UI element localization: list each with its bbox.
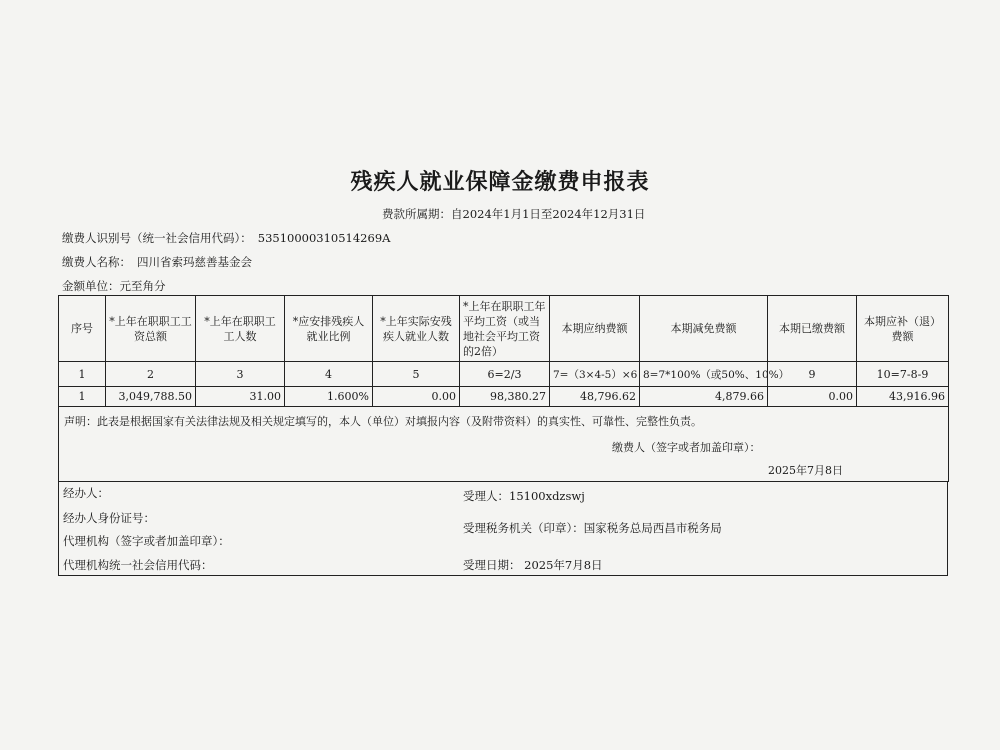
formula-cell: 5 [373, 362, 460, 387]
amount-unit: 金额单位：元至角分 [62, 279, 166, 293]
taxpayer-name-label: 缴费人名称： [62, 255, 131, 269]
header-cell: *上年在职职工工资总额 [106, 296, 196, 362]
declaration-table [58, 295, 949, 482]
fee-period: 费款所属期：自2024年1月1日至2024年12月31日 [382, 207, 646, 221]
formula-cell: 7=（3×4-5）×6 [550, 362, 640, 387]
tax-office-label: 受理税务机关（印章）：国家税务总局西昌市税务局 [463, 521, 722, 535]
formula-cell: 2 [106, 362, 196, 387]
form-title: 残疾人就业保障金缴费申报表 [350, 169, 650, 195]
formula-cell: 4 [285, 362, 373, 387]
formula-cell: 9 [768, 362, 857, 387]
data-cell: 4,879.66 [640, 387, 768, 407]
header-cell: 序号 [59, 296, 106, 362]
table-row [59, 387, 949, 407]
data-cell: 98,380.27 [460, 387, 550, 407]
data-cell: 43,916.96 [857, 387, 949, 407]
header-cell: *上年在职职工年平均工资（或当地社会平均工资的2倍） [460, 296, 550, 362]
taxpayer-id-line [62, 230, 390, 246]
header-cell: *上年在职职工工人数 [196, 296, 285, 362]
agency-code-label: 代理机构统一社会信用代码： [63, 558, 213, 572]
header-cell: *上年实际安残疾人就业人数 [373, 296, 460, 362]
header-cell: *应安排残疾人就业比例 [285, 296, 373, 362]
agency-label: 代理机构（签字或者加盖印章）： [63, 534, 230, 548]
handler-id-label: 经办人身份证号： [63, 511, 155, 525]
data-cell: 3,049,788.50 [106, 387, 196, 407]
formula-row [59, 362, 949, 387]
handler-label: 经办人： [63, 486, 109, 500]
data-cell: 0.00 [768, 387, 857, 407]
declaration-text: 声明：此表是根据国家有关法律法规及相关规定填写的，本人（单位）对填报内容（及附带资料）的真实性、可靠性、完整性负责。 [64, 415, 702, 428]
formula-cell: 10=7-8-9 [857, 362, 949, 387]
acceptance-section [58, 481, 948, 576]
data-cell: 48,796.62 [550, 387, 640, 407]
data-cell: 31.00 [196, 387, 285, 407]
data-cell: 0.00 [373, 387, 460, 407]
formula-cell: 1 [59, 362, 106, 387]
formula-cell: 6=2/3 [460, 362, 550, 387]
declaration-row [59, 407, 949, 482]
data-cell: 1.600% [285, 387, 373, 407]
taxpayer-name-value: 四川省索玛慈善基金会 [137, 255, 252, 269]
header-cell: 本期应补（退）费额 [857, 296, 949, 362]
taxpayer-id-value: 53510000310514269A [257, 231, 391, 245]
formula-cell: 8=7*100%（或50%、10%） [640, 362, 768, 387]
header-cell: 本期应纳费额 [550, 296, 640, 362]
table-header-row [59, 296, 949, 362]
header-cell: 本期已缴费额 [768, 296, 857, 362]
taxpayer-name-line [62, 254, 252, 270]
signature-label: 缴费人（签字或者加盖印章）： [612, 441, 761, 454]
taxpayer-id-label: 缴费人识别号（统一社会信用代码）： [62, 231, 252, 245]
receive-date-label: 受理日期： 2025年7月8日 [463, 558, 603, 572]
formula-cell: 3 [196, 362, 285, 387]
declaration-date: 2025年7月8日 [768, 464, 843, 477]
receiver-label: 受理人：15100xdzswj [463, 489, 585, 503]
header-cell: 本期减免费额 [640, 296, 768, 362]
data-cell: 1 [59, 387, 106, 407]
declaration-cell [59, 407, 949, 482]
